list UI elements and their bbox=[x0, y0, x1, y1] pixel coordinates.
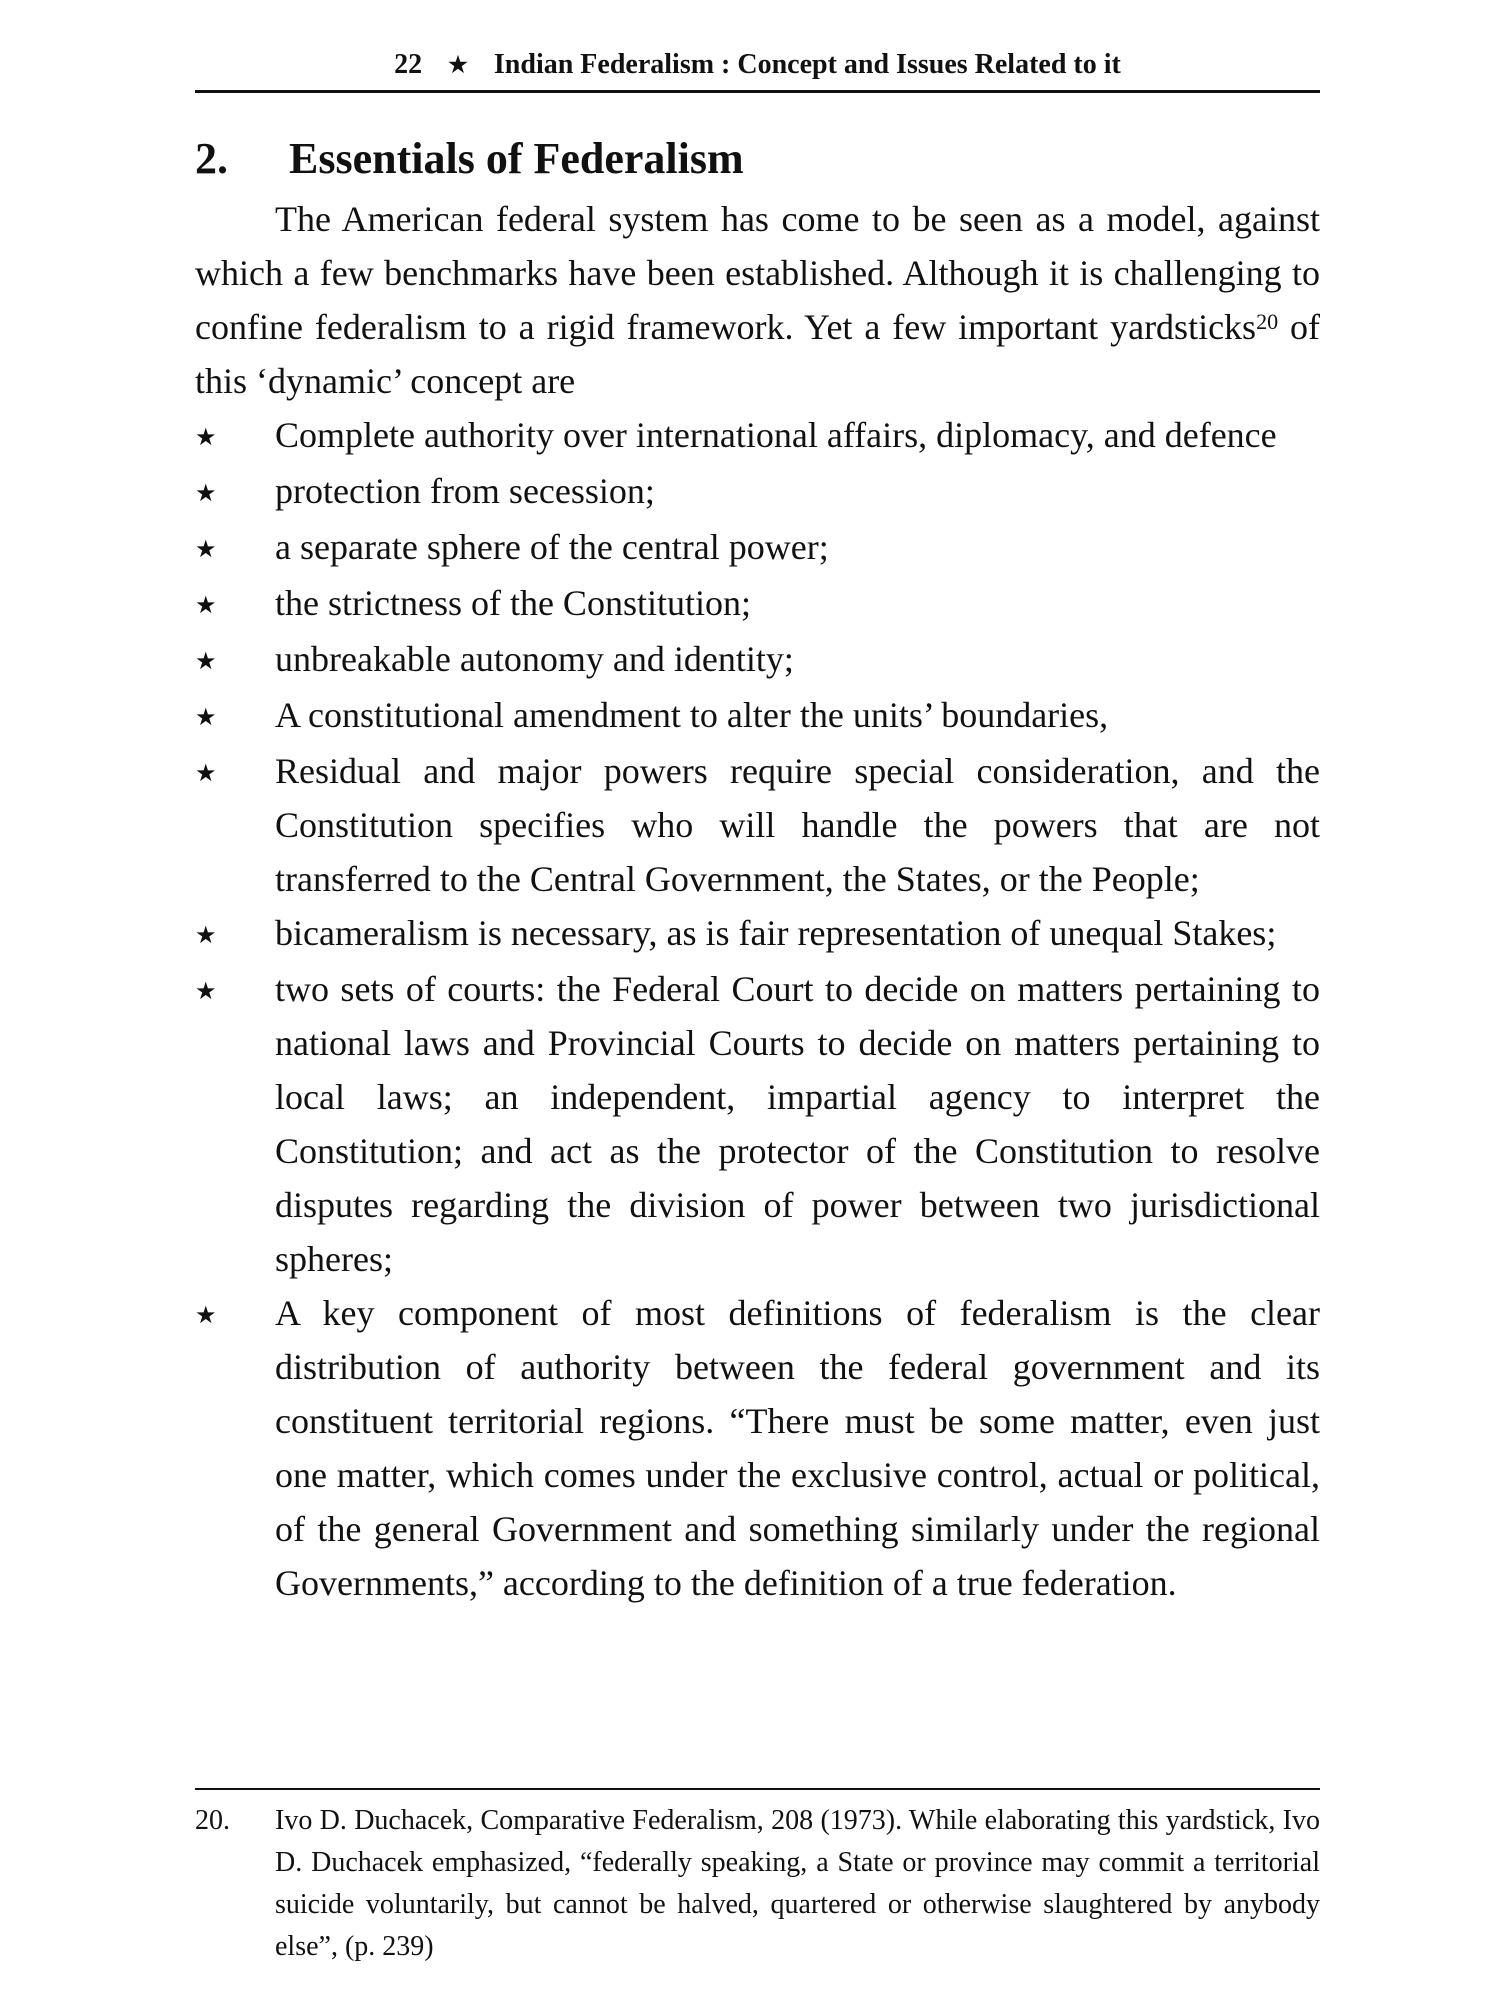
essentials-list bbox=[195, 408, 1320, 1610]
running-title: Indian Federalism : Concept and Issues Related to it bbox=[493, 49, 1121, 80]
list-item-text: a separate sphere of the central power; bbox=[275, 527, 829, 567]
list-item bbox=[195, 962, 1320, 1286]
star-bullet-icon: ★ bbox=[195, 647, 217, 675]
intro-paragraph bbox=[195, 192, 1320, 408]
list-item-text: A key component of most definitions of federalism is the clear distribution of authority between the federal government and its constituent territorial regions. “There must be some matter, even just one matter, which comes under the exclusive control, actual or political, of the general Government and something similarly under the regional Governments,” according to the definition of a true federation. bbox=[275, 1293, 1320, 1603]
list-item-text: protection from secession; bbox=[275, 471, 655, 511]
list-item bbox=[195, 906, 1320, 962]
page-number: 22 bbox=[394, 49, 423, 80]
star-bullet-icon: ★ bbox=[195, 479, 217, 507]
list-item bbox=[195, 1286, 1320, 1610]
footnote bbox=[195, 1800, 1320, 1968]
star-bullet-icon: ★ bbox=[195, 759, 217, 787]
list-item bbox=[195, 632, 1320, 688]
list-item bbox=[195, 464, 1320, 520]
running-header bbox=[195, 40, 1320, 93]
list-item-text: Complete authority over international affairs, diplomacy, and defence bbox=[275, 415, 1277, 455]
star-bullet-icon: ★ bbox=[195, 591, 217, 619]
footnote-divider bbox=[195, 1788, 1320, 1790]
list-item-text: Residual and major powers require special consideration, and the Constitution specifies who will handle the powers that are not transferred to the Central Government, the States, or the People; bbox=[275, 751, 1320, 899]
list-item-text: A constitutional amendment to alter the units’ boundaries, bbox=[275, 695, 1109, 735]
list-item bbox=[195, 744, 1320, 906]
star-bullet-icon: ★ bbox=[195, 535, 217, 563]
star-bullet-icon: ★ bbox=[195, 921, 217, 949]
list-item-text: unbreakable autonomy and identity; bbox=[275, 639, 794, 679]
star-bullet-icon: ★ bbox=[195, 1301, 217, 1329]
section-title: Essentials of Federalism bbox=[289, 134, 744, 183]
list-item bbox=[195, 520, 1320, 576]
star-bullet-icon: ★ bbox=[195, 977, 217, 1005]
footnote-number: 20. bbox=[195, 1805, 230, 1836]
footnote-reference: 20 bbox=[1256, 309, 1279, 334]
intro-text-end: of this ‘dynamic’ concept are bbox=[195, 307, 1320, 401]
list-item bbox=[195, 408, 1320, 464]
list-item bbox=[195, 688, 1320, 744]
list-item bbox=[195, 576, 1320, 632]
intro-text: The American federal system has come to be seen as a model, against which a few benchmarks have been established. Although it is challenging to confine federalism to a rigid framework. Yet a few important yardsticks bbox=[195, 199, 1320, 347]
section-heading bbox=[195, 130, 1320, 188]
list-item-text: two sets of courts: the Federal Court to decide on matters pertaining to national laws and Provincial Courts to decide on matters pertaining to local laws; an independent, impartial agency to interpret the Constitution; and act as the protector of the Constitution to resolve disputes regarding the division of power between two jurisdictional spheres; bbox=[275, 969, 1320, 1279]
section-number: 2. bbox=[195, 134, 228, 183]
footnote-text: Ivo D. Duchacek, Comparative Federalism, 208 (1973). While elaborating this yardstick, Ivo D. Duchacek emphasized, “federally speaking, a State or province may commit a territorial suicide voluntarily, but cannot be halved, quartered or otherwise slaughtered by anybody else”, (p. 239) bbox=[275, 1805, 1320, 1962]
star-bullet-icon: ★ bbox=[195, 423, 217, 451]
list-item-text: bicameralism is necessary, as is fair representation of unequal Stakes; bbox=[275, 913, 1277, 953]
header-star-icon: ★ bbox=[448, 52, 468, 77]
list-item-text: the strictness of the Constitution; bbox=[275, 583, 751, 623]
star-bullet-icon: ★ bbox=[195, 703, 217, 731]
main-content bbox=[195, 130, 1320, 1610]
